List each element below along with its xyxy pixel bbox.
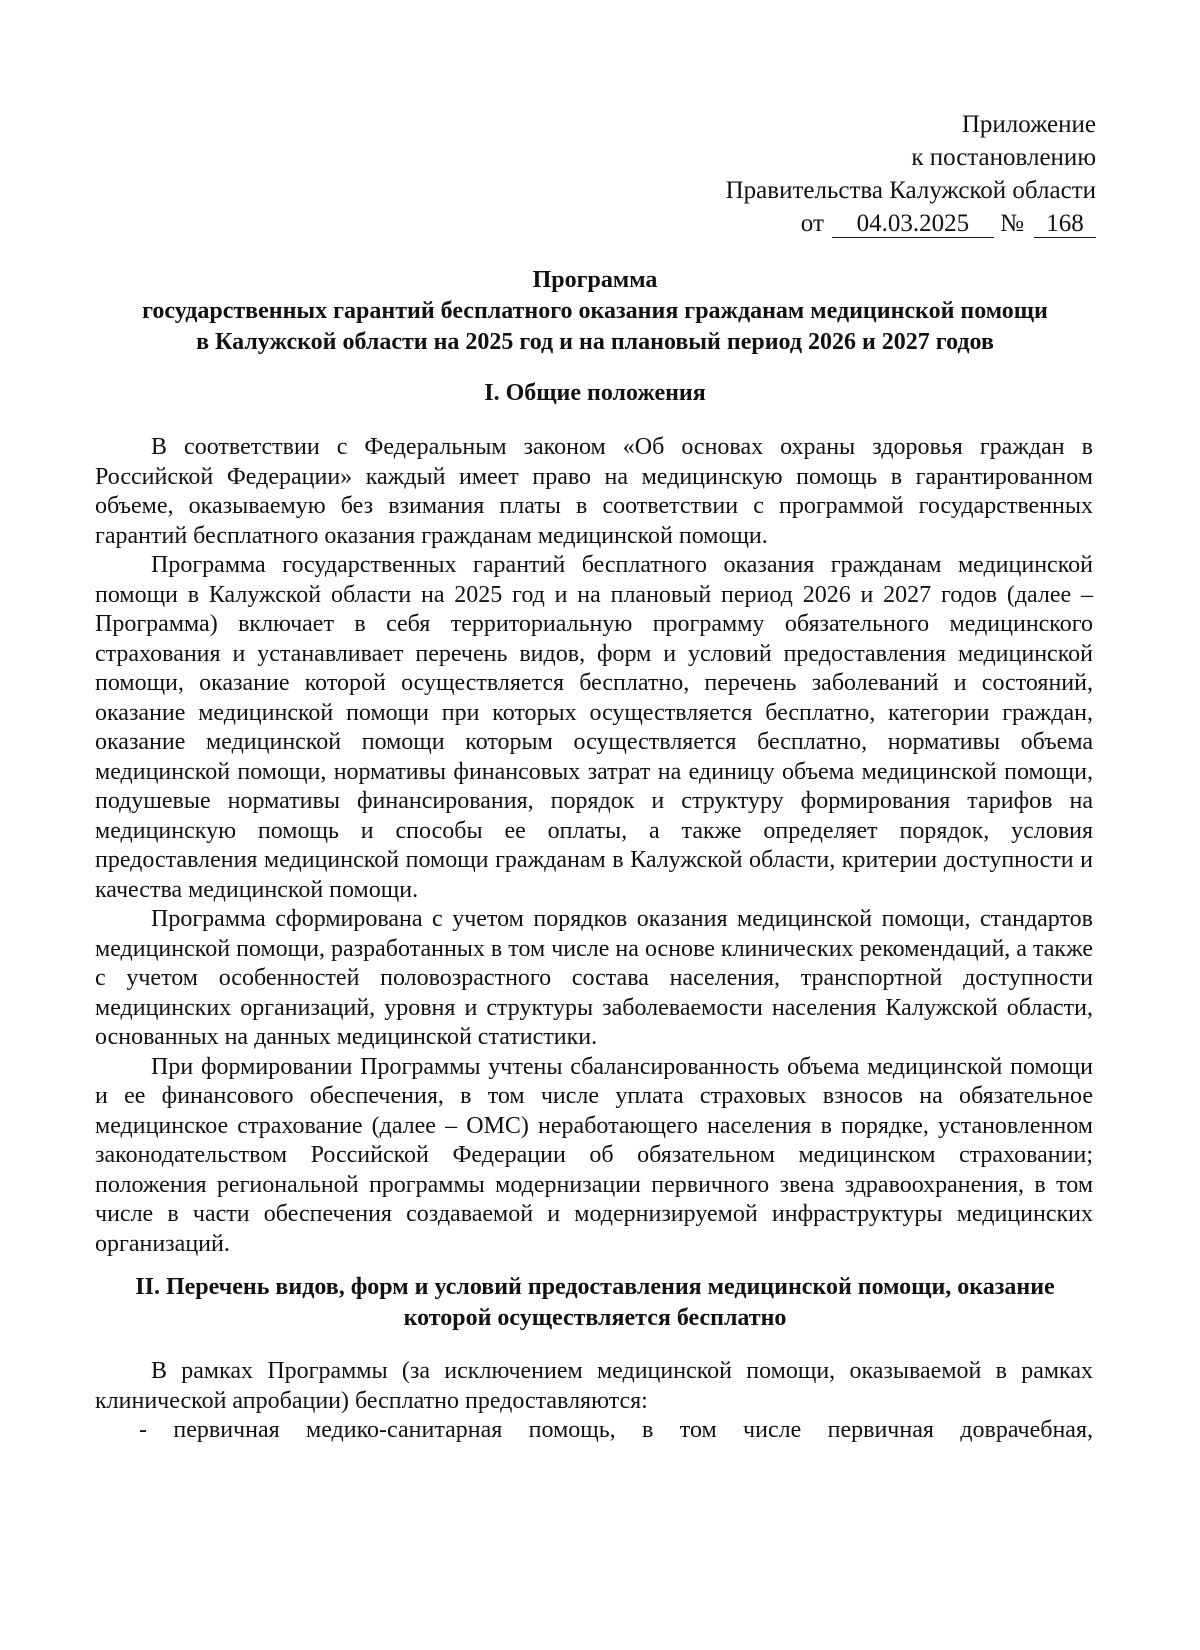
paragraph: При формировании Программы учтены сбалансированность объема медицинской помощи и ее финансового обеспечения, в том числе уплата страховых взносов на обязательное медицинское страхование (далее – ОМС) неработающего населения в порядке, установленном законодательством Российской Федерации об обязательном медицинском страховании; положения региональной программы модернизации первичного звена здравоохранения, в том числе в части обеспечения создаваемой и модернизируемой инфраструктуры медицинских организаций. — [95, 1053, 1093, 1257]
annex-resolution-ref: к постановлению — [911, 144, 1096, 171]
date-prefix: от — [800, 210, 824, 237]
paragraph: Программа государственных гарантий бесплатного оказания гражданам медицинской помощи в Калужской области на 2025 год и на плановый период 2026 и 2027 годов (далее – Программа) включает в себя территориальную программу обязательного медицинского страхования и устанавливает перечень видов, форм и условий предоставления медицинской помощи, оказание которой осуществляется бесплатно, перечень заболеваний и состояний, оказание медицинской помощи при которых осуществляется бесплатно, категории граждан, оказание медицинской помощи которым осуществляется бесплатно, нормативы объема медицинской помощи, нормативы финансовых затрат на единицу объема медицинской помощи, подушевые нормативы финансирования, порядок и структуру формирования тарифов на медицинскую помощь и способы ее оплаты, а также определяет порядок, условия предоставления медицинской помощи гражданам в Калужской области, критерии доступности и качества медицинской помощи. — [95, 552, 1093, 903]
section-1-heading: I. Общие положения — [484, 380, 706, 406]
paragraph: Программа сформирована с учетом порядков оказания медицинской помощи, стандартов медицинской помощи, разработанных в том числе на основе клинических рекомендаций, а также с учетом особенностей половозрастного состава населения, транспортной доступности медицинских организаций, уровня и структуры заболеваемости населения Калужской области, основанных на данных медицинской статистики. — [95, 906, 1093, 1050]
document-title — [95, 265, 1095, 358]
section-1-body — [95, 433, 1093, 1259]
list-item: - первичная медико-санитарная помощь, в том числе первичная доврачебная, — [139, 1417, 1093, 1443]
number-prefix: № — [1000, 210, 1024, 237]
paragraph: В соответствии с Федеральным законом «Об основах охраны здоровья граждан в Российской Федерации» каждый имеет право на медицинскую помощь в гарантированном объеме, оказываемую без взимания платы в соответствии с программой государственных гарантий бесплатного оказания гражданам медицинской помощи. — [95, 434, 1093, 549]
section-2-heading — [95, 1272, 1095, 1334]
annex-block — [726, 108, 1096, 240]
resolution-date: 04.03.2025 — [832, 210, 994, 238]
section-2-body — [95, 1357, 1093, 1446]
title-line-1: Программа — [532, 267, 658, 293]
title-line-3: в Калужской области на 2025 год и на плановый период 2026 и 2027 годов — [196, 329, 994, 355]
annex-title: Приложение — [961, 111, 1096, 138]
section-2-heading-line-2: которой осуществляется бесплатно — [403, 1305, 787, 1331]
paragraph: В рамках Программы (за исключением медицинской помощи, оказываемой в рамках клинической апробации) бесплатно предоставляются: — [95, 1358, 1093, 1414]
annex-government: Правительства Калужской области — [725, 177, 1096, 204]
annex-date-number-line — [726, 207, 1096, 240]
resolution-number: 168 — [1034, 210, 1096, 238]
section-2-heading-line-1: II. Перечень видов, форм и условий предоставления медицинской помощи, оказание — [135, 1274, 1055, 1300]
title-line-2: государственных гарантий бесплатного оказания гражданам медицинской помощи — [142, 298, 1048, 324]
